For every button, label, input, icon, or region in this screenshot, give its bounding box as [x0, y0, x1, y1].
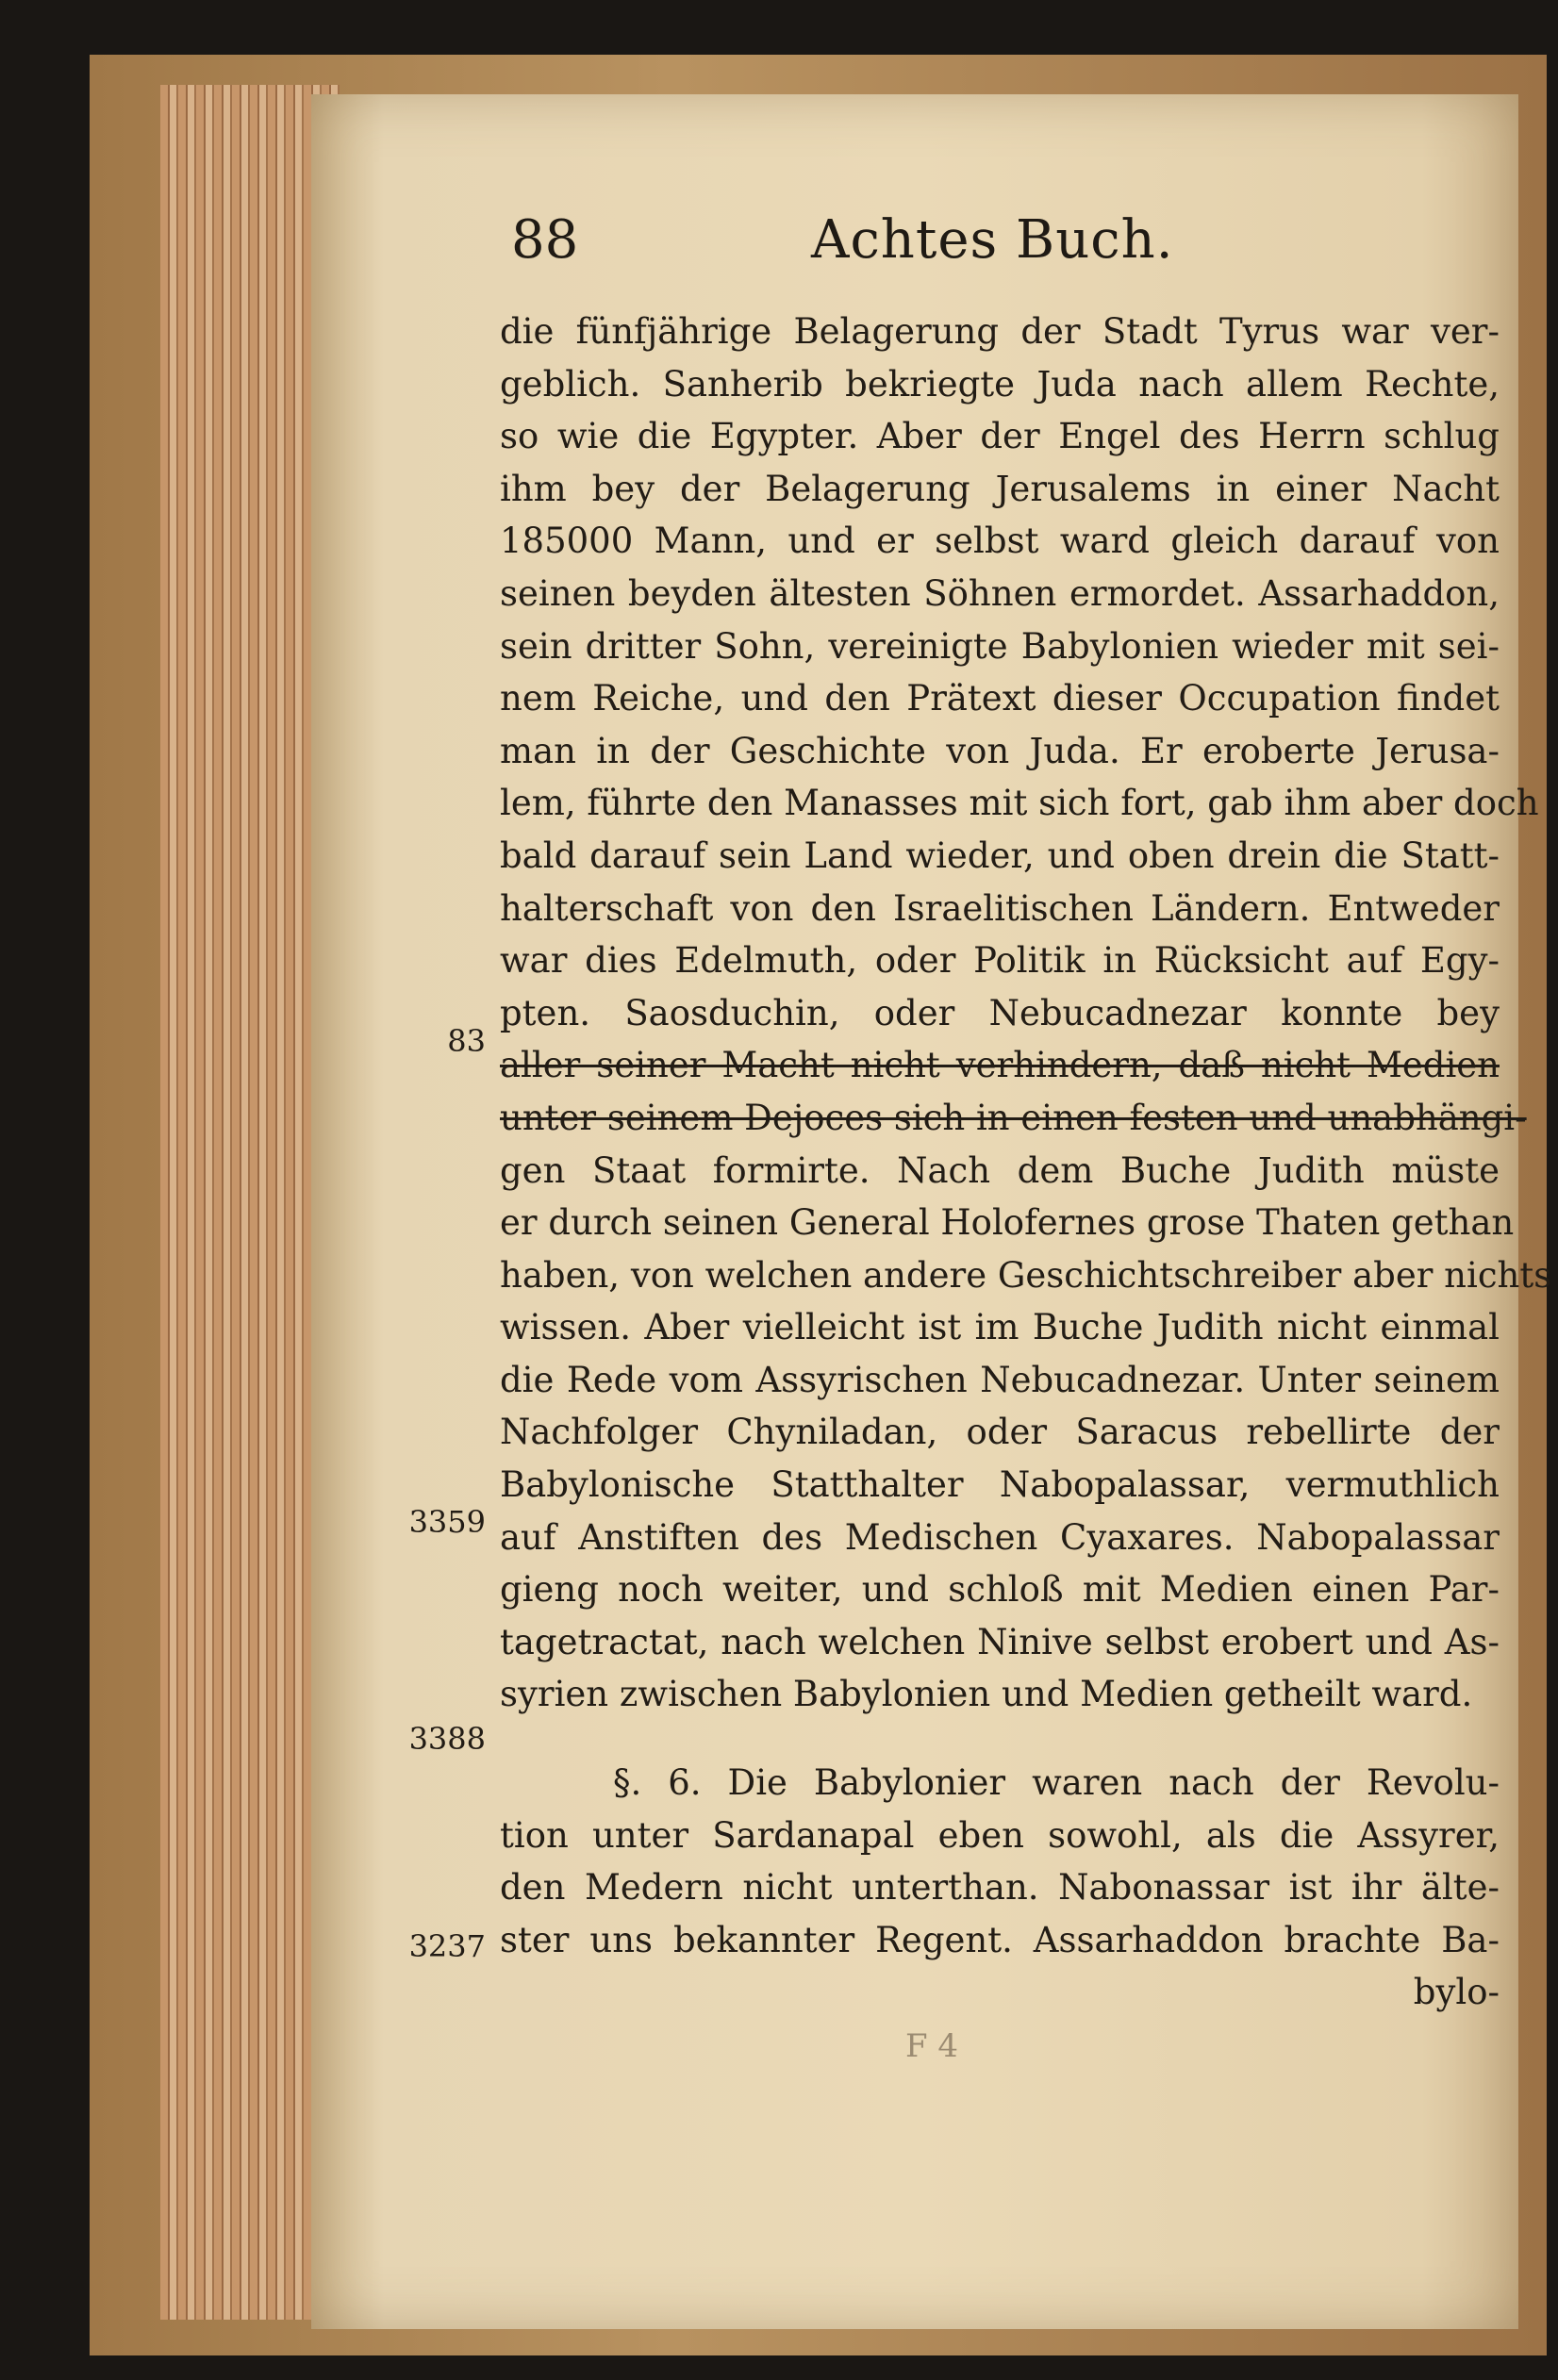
margin-note: 83: [447, 1023, 486, 1059]
text-line: Babylonische Statthalter Nabopalassar, vermuthlich: [500, 1464, 1500, 1506]
signature-mark: F 4: [905, 2027, 959, 2065]
running-title: Achtes Buch.: [811, 209, 1174, 271]
text-line: wissen. Aber vielleicht ist im Buche Judith nicht einmal: [500, 1307, 1500, 1348]
body-text: [500, 306, 1552, 2019]
text-line: haben, von welchen andere Geschichtschreiber aber nichts: [500, 1254, 1552, 1296]
text-line: nem Reiche, und den Prätext dieser Occupation findet: [500, 678, 1500, 719]
text-line: er durch seinen General Holofernes grose Thaten gethan: [500, 1202, 1515, 1244]
text-line: gen Staat formirte. Nach dem Buche Judith müste: [500, 1149, 1500, 1191]
running-header: [500, 209, 1537, 275]
text-line: pten. Saosduchin, oder Nebucadnezar konnte bey: [500, 992, 1500, 1033]
text-line: die fünfjährige Belagerung der Stadt Tyrus war ver-: [500, 311, 1500, 352]
text-line: lem, führte den Manasses mit sich fort, gab ihm aber doch: [500, 783, 1539, 824]
text-line: tagetractat, nach welchen Ninive selbst erobert und As-: [500, 1621, 1500, 1662]
text-line: geblich. Sanherib bekriegte Juda nach allem Rechte,: [500, 363, 1500, 405]
margin-note: 3388: [408, 1721, 486, 1757]
margin-note: 3237: [408, 1928, 486, 1964]
text-line: den Medern nicht unterthan. Nabonassar ist ihr älte-: [500, 1867, 1500, 1909]
text-line: bald darauf sein Land wieder, und oben drein die Statt-: [500, 835, 1500, 876]
catchword: bylo-: [1413, 1972, 1500, 2013]
text-line: syrien zwischen Babylonien und Medien getheilt ward.: [500, 1674, 1473, 1715]
text-line: die Rede vom Assyrischen Nebucadnezar. Unter seinem: [500, 1359, 1500, 1400]
section-heading-line: §. 6. Die Babylonier waren nach der Revolu-: [613, 1762, 1500, 1804]
text-line: man in der Geschichte von Juda. Er eroberte Jerusa-: [500, 730, 1500, 771]
text-line: ihm bey der Belagerung Jerusalems in einer Nacht: [500, 468, 1500, 509]
text-line: Nachfolger Chyniladan, oder Saracus rebellirte der: [500, 1412, 1500, 1453]
text-line: war dies Edelmuth, oder Politik in Rücksicht auf Egy-: [500, 940, 1500, 982]
text-line: gieng noch weiter, und schloß mit Medien einen Par-: [500, 1569, 1500, 1611]
text-line: ster uns bekannter Regent. Assarhaddon brachte Ba-: [500, 1919, 1500, 1960]
text-line: halterschaft von den Israelitischen Ländern. Entweder: [500, 887, 1500, 929]
text-line: 185000 Mann, und er selbst ward gleich darauf von: [500, 521, 1500, 562]
text-line: seinen beyden ältesten Söhnen ermordet. Assarhaddon,: [500, 572, 1500, 614]
text-line: tion unter Sardanapal eben sowohl, als die Assyrer,: [500, 1814, 1500, 1856]
margin-note: 3359: [408, 1504, 486, 1540]
text-line: so wie die Egypter. Aber der Engel des Herrn schlug: [500, 416, 1500, 457]
page-number: 88: [511, 209, 579, 271]
struck-text-line: aller seiner Macht nicht verhindern, daß nicht Medien: [500, 1045, 1500, 1086]
struck-text-line: unter seinem Dejoces sich in einen festen und unabhängi-: [500, 1097, 1527, 1138]
text-line: sein dritter Sohn, vereinigte Babylonien wieder mit sei-: [500, 625, 1500, 667]
text-line: auf Anstiften des Medischen Cyaxares. Nabopalassar: [500, 1516, 1500, 1558]
